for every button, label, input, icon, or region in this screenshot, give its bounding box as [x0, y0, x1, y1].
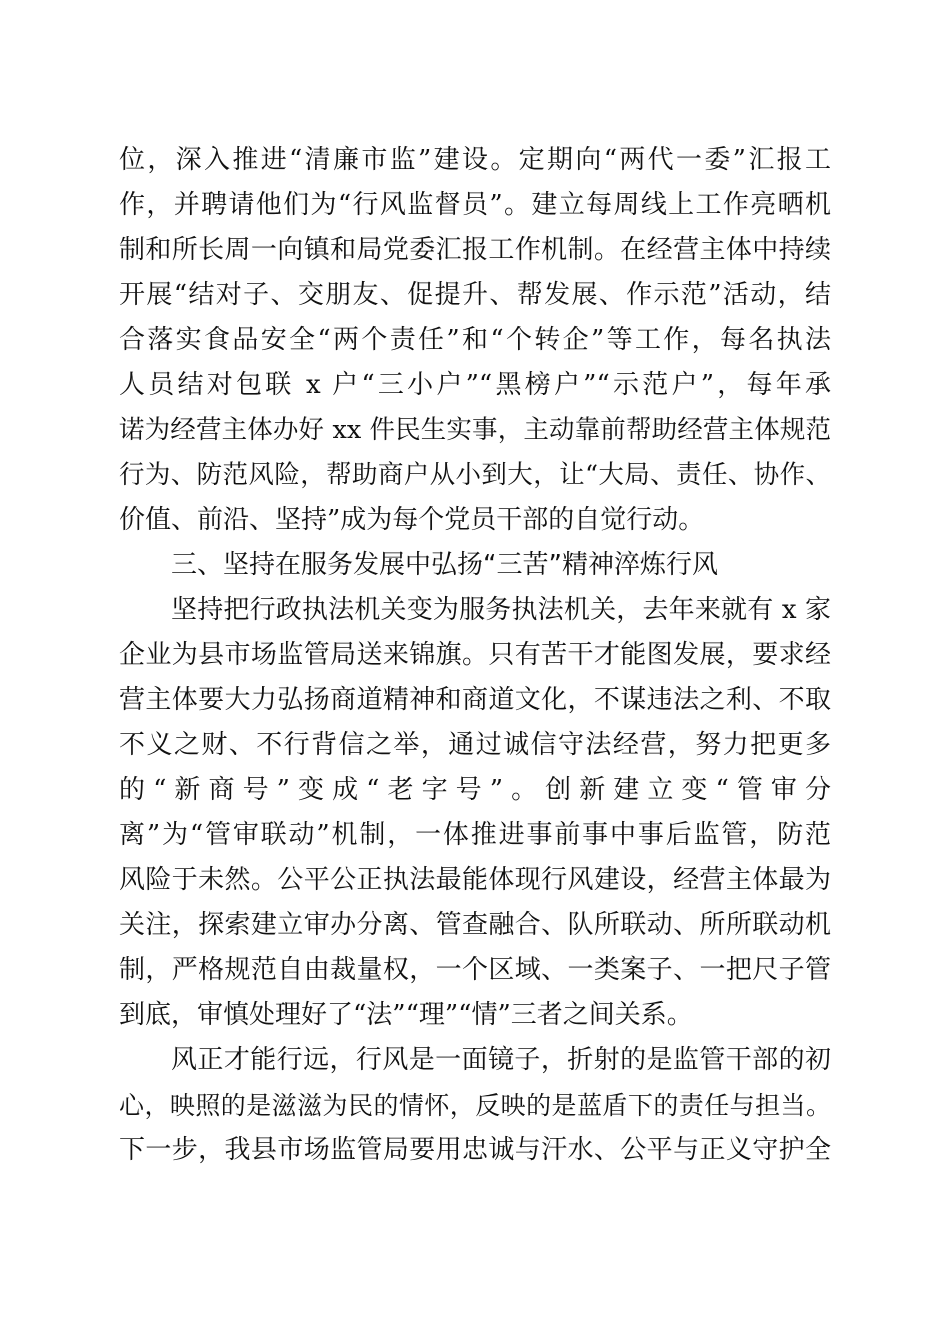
paragraph-3-line-1: 风正才能行远，行风是一面镜子，折射的是监管干部的初 — [171, 1045, 831, 1075]
paragraph-2-line-4: 不义之财、不行背信之举，通过诚信守法经营，努力把更多 — [119, 730, 831, 760]
paragraph-2-line-9: 制，严格规范自由裁量权，一个区域、一类案子、一把尺子管 — [119, 955, 831, 985]
paragraph-2-line-3: 营主体要大力弘扬商道精神和商道文化，不谋违法之利、不取 — [119, 685, 831, 715]
paragraph-1-line-6: 人员结对包联 x 户“三小户”“黑榜户”“示范户”，每年承 — [119, 370, 831, 400]
paragraph-2-line-6: 离”为“管审联动”机制，一体推进事前事中事后监管，防范 — [119, 820, 831, 850]
paragraph-3-line-2: 心，映照的是滋滋为民的情怀，反映的是蓝盾下的责任与担当。 — [119, 1091, 831, 1120]
paragraph-1-line-1: 位，深入推进“清廉市监”建设。定期向“两代一委”汇报工 — [119, 145, 831, 175]
paragraph-1-line-7: 诺为经营主体办好 xx 件民生实事，主动靠前帮助经营主体规范 — [119, 415, 831, 445]
paragraph-2-line-8: 关注，探索建立审办分离、管查融合、队所联动、所所联动机 — [119, 910, 831, 940]
paragraph-2-line-2: 企业为县市场监管局送来锦旗。只有苦干才能图发展，要求经 — [119, 640, 831, 670]
paragraph-2-line-10: 到底，审慎处理好了“法”“理”“情”三者之间关系。 — [119, 1000, 693, 1030]
paragraph-2-line-1: 坚持把行政执法机关变为服务执法机关，去年来就有 x 家 — [171, 595, 831, 625]
paragraph-1-line-3: 制和所长周一向镇和局党委汇报工作机制。在经营主体中持续 — [119, 235, 831, 265]
paragraph-1-line-9: 价值、前沿、坚持”成为每个党员干部的自觉行动。 — [119, 505, 705, 535]
paragraph-2-line-5: 的“新商号”变成“老字号”。创新建立变“管审分 — [119, 775, 831, 805]
paragraph-1-line-8: 行为、防范风险，帮助商户从小到大，让“大局、责任、协作、 — [119, 460, 831, 490]
paragraph-2-line-7: 风险于未然。公平公正执法最能体现行风建设，经营主体最为 — [119, 865, 831, 895]
paragraph-3-line-3: 下一步，我县市场监管局要用忠诚与汗水、公平与正义守护全 — [119, 1135, 831, 1165]
paragraph-1-line-5: 合落实食品安全“两个责任”和“个转企”等工作，每名执法 — [119, 325, 831, 355]
paragraph-1-line-4: 开展“结对子、交朋友、促提升、帮发展、作示范”活动，结 — [119, 280, 831, 310]
section-3-heading: 三、坚持在服务发展中弘扬“三苦”精神淬炼行风 — [171, 550, 718, 580]
paragraph-1-line-2: 作，并聘请他们为“行风监督员”。建立每周线上工作亮晒机 — [119, 190, 831, 220]
